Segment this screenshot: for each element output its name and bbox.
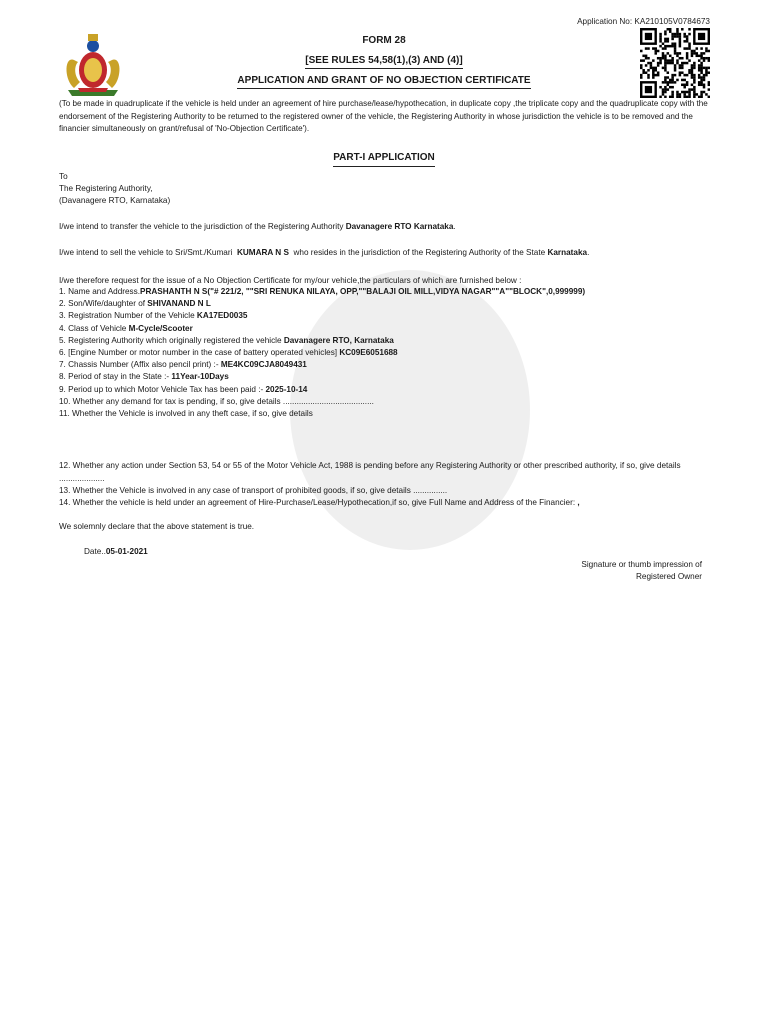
particular-value: M-Cycle/Scooter [128,323,193,333]
particular-value: KC09E6051688 [339,348,398,357]
application-number: Application No: KA210105V0784673 [577,17,710,26]
particular-item-10 [59,397,374,408]
particular-item-11 [59,409,313,420]
particular-item-4 [59,324,193,335]
transfer-statement: I/we intend to transfer the vehicle to the jurisdiction of the Registering Authority Davanagere RTO Karnataka. [59,222,456,231]
particular-label: 4. Class of Vehicle [59,323,129,333]
declaration: We solemnly declare that the above statement is true. [59,522,255,531]
particular-label: 1. Name and Address. [59,287,141,296]
particular-value: Davanagere RTO, Karnataka [283,335,394,345]
item-13: 13. Whether the Vehicle is involved in any case of transport of prohibited goods, if so, give details ............... [59,486,448,495]
item-12-details: .................... [59,474,105,483]
address-authority: The Registering Authority, [59,184,153,193]
particular-item-7 [59,360,307,371]
particular-value: KA17ED0035 [196,311,248,321]
particular-item-1 [59,287,585,298]
particular-item-3 [59,311,247,322]
particular-item-6 [59,348,398,359]
item-12: 12. Whether any action under Section 53, 54 or 55 of the Motor Vehicle Act, 1988 is pending before any Registering Authority or other prescribed authority, if so, give details [59,461,681,470]
particular-value: 2025-10-14 [265,384,308,394]
particular-label: 7. Chassis Number (Affix also pencil print) :- [59,360,221,370]
particular-value: 11Year-10Days [171,372,229,382]
date-line: Date..05-01-2021 [84,547,148,556]
particular-item-9 [59,385,307,396]
signature-owner: Registered Owner [636,572,702,581]
rules-reference: [SEE RULES 54,58(1),(3) AND (4)] [0,54,768,67]
particular-label: 6. [Engine Number or motor number in the case of battery operated vehicles] [59,348,340,357]
particular-label: 9. Period up to which Motor Vehicle Tax has been paid :- [59,384,266,394]
item-14: 14. Whether the vehicle is held under an agreement of Hire-Purchase/Lease/Hypothecation,if so, give Full Name and Address of the Financier: , [59,498,580,507]
particular-item-2 [59,299,211,310]
particular-label: 8. Period of stay in the State :- [59,372,172,382]
particular-item-8 [59,372,229,383]
instructions-paragraph: (To be made in quadruplicate if the vehicle is held under an agreement of hire purchase/lease/hypothecation, in duplicate copy ,the triplicate copy and the quadruplicate copy with the endorsement of the Registering Authority to be returned to the registered owner of the vehicle, the Registering Authority in whose jurisdiction the vehicle is to be removed and the financier simultaneously on grant/refusal of 'No-Objection Certificate'). [59,99,708,134]
form-title: FORM 28 [362,35,406,46]
particular-item-5 [59,336,394,347]
address-rto: (Davanagere RTO, Karnataka) [59,196,171,205]
request-statement: I/we therefore request for the issue of a No Objection Certificate for my/our vehicle,the particulars of which are furnished below : [59,276,522,285]
document-heading: APPLICATION AND GRANT OF NO OBJECTION CERTIFICATE [0,74,768,87]
sell-statement: I/we intend to sell the vehicle to Sri/Smt./Kumari KUMARA N S who resides in the jurisdiction of the Registering Authority of the State Karnataka. [59,248,590,257]
particular-label: 2. Son/Wife/daughter of [59,299,148,309]
address-to: To [59,172,68,181]
qr-code-icon [640,28,710,98]
particular-label: 3. Registration Number of the Vehicle [59,311,197,321]
particular-value: SHIVANAND N L [147,299,211,309]
particular-label: 10. Whether any demand for tax is pending, if so, give details ........................................ [59,396,374,406]
signature-label: Signature or thumb impression of [581,560,702,569]
particular-value: PRASHANTH N S("# 221/2, ""SRI RENUKA NILAYA, OPP,""BALAJI OIL MILL,VIDYA NAGAR""A""BLOCK",0,999999) [140,287,586,296]
particular-value: ME4KC09CJA8049431 [220,360,307,370]
particular-label: 11. Whether the Vehicle is involved in any theft case, if so, give details [59,409,313,418]
part-title: PART-I APPLICATION [0,151,768,164]
particular-label: 5. Registering Authority which originally registered the vehicle [59,335,284,345]
